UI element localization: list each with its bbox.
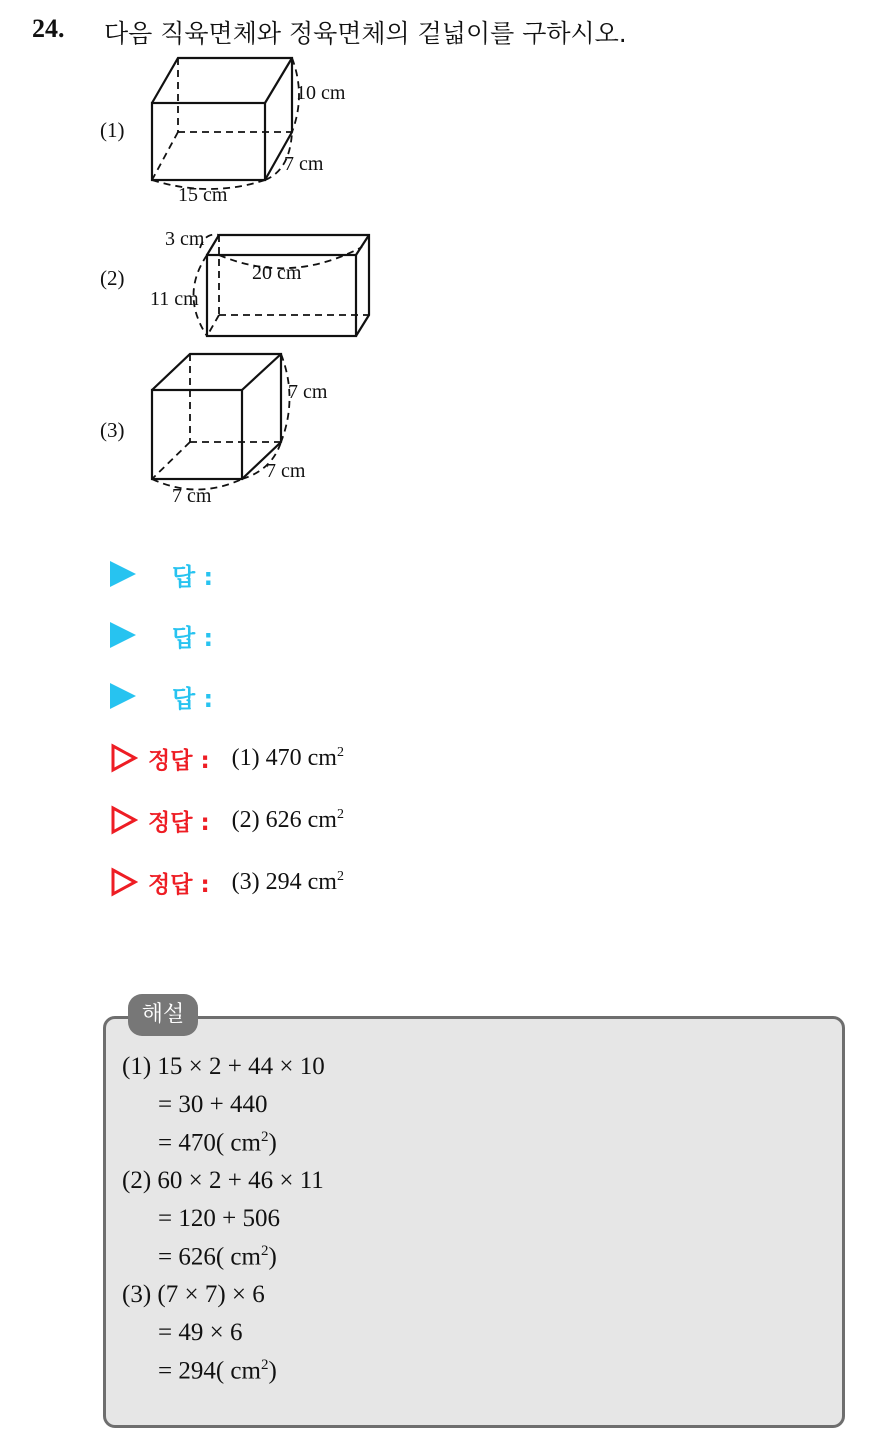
cuboid-2 [194, 235, 370, 336]
explanation-tag: 해설 [128, 994, 198, 1036]
fig3-width-label: 7 cm [172, 485, 212, 507]
explanation-line: = 470( $cm^2$) [158, 1129, 277, 1157]
outline-triangle-icon [110, 867, 138, 897]
explanation-line: (2) 60 × 2 + 46 × 11 [122, 1167, 324, 1194]
answer-row-2 [110, 615, 213, 655]
figures-drawing [0, 0, 884, 520]
fig3-height-label: 7 cm [288, 381, 328, 403]
explanation-line: = 30 + 440 [158, 1091, 268, 1118]
answer-row-1 [110, 554, 213, 594]
solution-label: 정답 : [148, 871, 210, 898]
fig1-width-label: 15 cm [178, 184, 228, 206]
fig2-depth-label: 3 cm [165, 228, 205, 250]
answer-label: 답 : [172, 684, 214, 713]
cuboid-1 [152, 58, 299, 189]
play-triangle-icon [110, 622, 136, 648]
explanation-line: = 294( $cm^2$) [158, 1357, 277, 1385]
answer-label: 답 : [172, 562, 214, 591]
solution-value: (2) 626 $cm^2$ [231, 806, 344, 833]
outline-triangle-icon [110, 805, 138, 835]
fig2-height-label: 11 cm [150, 288, 199, 310]
solution-label: 정답 : [148, 809, 210, 836]
explanation-line: = 49 × 6 [158, 1319, 243, 1346]
question-number: 24. [32, 14, 65, 43]
solution-label: 정답 : [148, 747, 210, 774]
answer-label: 답 : [172, 623, 214, 652]
explanation-line: = 120 + 506 [158, 1205, 280, 1232]
figure-3-label: (3) [100, 418, 125, 442]
solution-row-1 [110, 738, 344, 778]
outline-triangle-icon [110, 743, 138, 773]
fig3-depth-label: 7 cm [266, 460, 306, 482]
solution-value: (3) 294 $cm^2$ [231, 868, 344, 895]
explanation-line: = 626( $cm^2$) [158, 1243, 277, 1271]
play-triangle-icon [110, 683, 136, 709]
question-text: 다음 직육면체와 정육면체의 겉넓이를 구하시오. [104, 19, 627, 48]
play-triangle-icon [110, 561, 136, 587]
figure-1-label: (1) [100, 118, 125, 142]
fig1-depth-label: 7 cm [284, 153, 324, 175]
solution-row-2 [110, 800, 344, 840]
explanation-line: (3) (7 × 7) × 6 [122, 1281, 265, 1308]
fig1-height-label: 10 cm [296, 82, 346, 104]
answer-row-3 [110, 676, 213, 716]
figure-2-label: (2) [100, 266, 125, 290]
solution-row-3 [110, 862, 344, 902]
fig2-width-label: 20 cm [252, 262, 302, 284]
solution-value: (1) 470 $cm^2$ [231, 744, 344, 771]
explanation-line: (1) 15 × 2 + 44 × 10 [122, 1053, 325, 1080]
